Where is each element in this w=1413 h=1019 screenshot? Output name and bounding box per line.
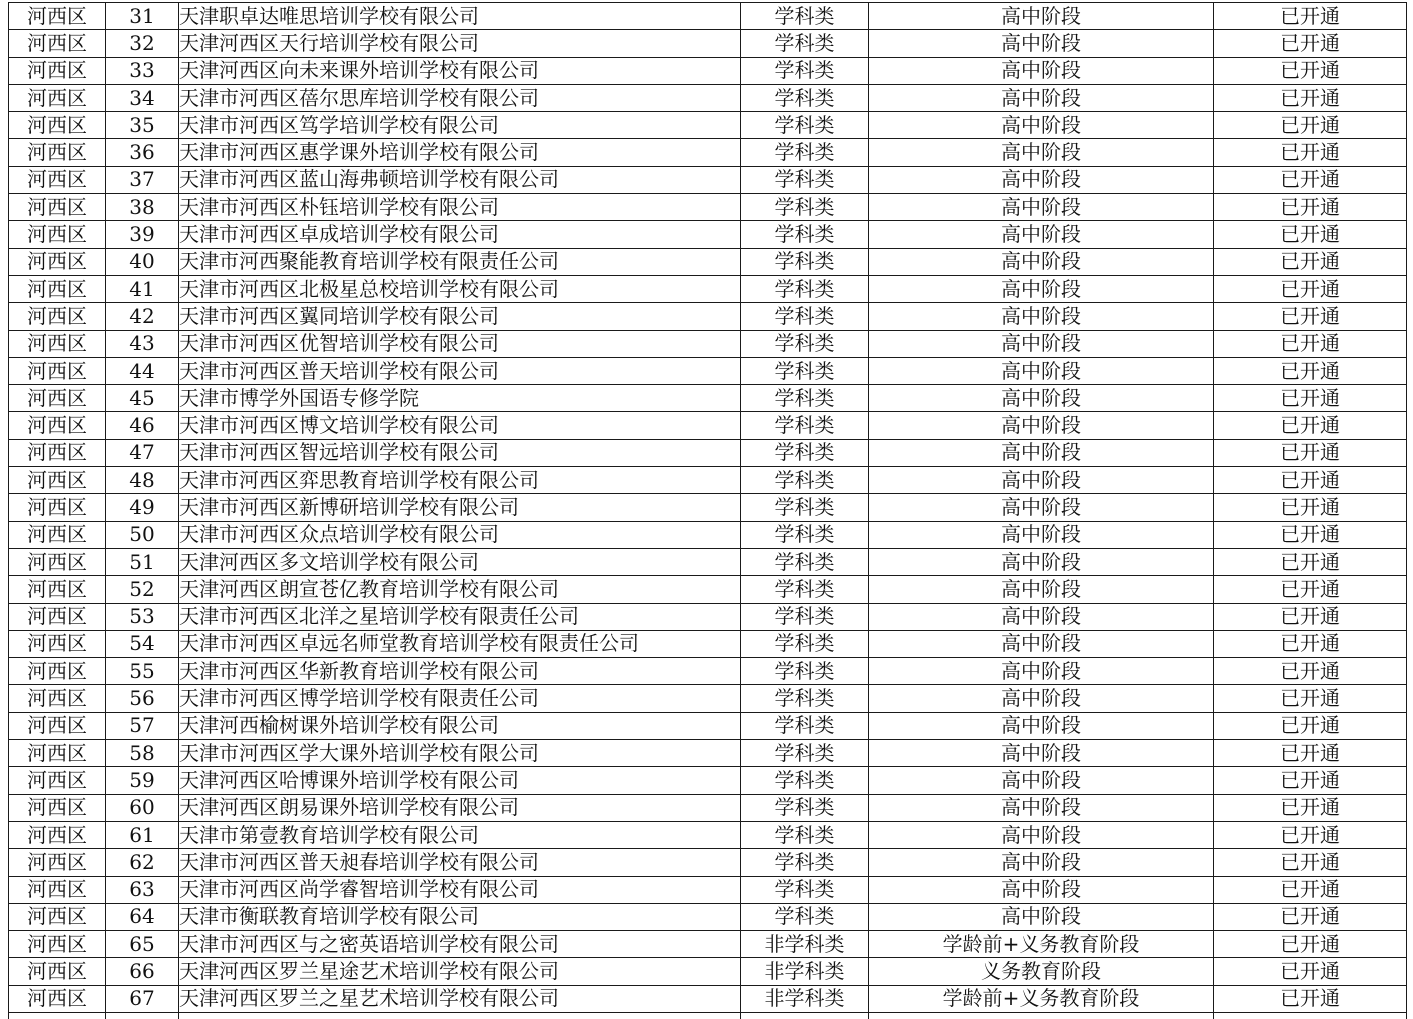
- table-row: [9, 467, 1407, 494]
- institution-name-cell: 天津市河西区优智培训学校有限公司: [179, 330, 741, 357]
- institution-name-cell: 天津市河西区惠学课外培训学校有限公司: [179, 139, 741, 166]
- district-cell: 河西区: [9, 767, 106, 794]
- stage-cell: 高中阶段: [869, 248, 1214, 275]
- stage-cell: 高中阶段: [869, 740, 1214, 767]
- district-cell: 河西区: [9, 439, 106, 466]
- stage-cell: 高中阶段: [869, 849, 1214, 876]
- category-cell: 学科类: [741, 876, 869, 903]
- institution-table: [8, 2, 1407, 1019]
- category-cell: 学科类: [741, 57, 869, 84]
- district-cell: 河西区: [9, 931, 106, 958]
- category-cell: 学科类: [741, 303, 869, 330]
- table-row: [9, 84, 1407, 111]
- number-cell: 56: [106, 685, 179, 712]
- institution-name-cell: 天津市河西区华新教育培训学校有限公司: [179, 658, 741, 685]
- table-row: [9, 112, 1407, 139]
- institution-name-cell: 天津市河西区朴钰培训学校有限公司: [179, 194, 741, 221]
- number-cell: 36: [106, 139, 179, 166]
- category-cell: 学科类: [741, 821, 869, 848]
- status-cell: 已开通: [1214, 84, 1407, 111]
- status-cell: 已开通: [1214, 494, 1407, 521]
- status-cell: 已开通: [1214, 576, 1407, 603]
- table-row: [9, 985, 1407, 1012]
- institution-name-cell: 天津市博学外国语专修学院: [179, 385, 741, 412]
- status-cell: 已开通: [1214, 794, 1407, 821]
- table-row: [9, 876, 1407, 903]
- category-cell: 学科类: [741, 84, 869, 111]
- institution-name-cell: 天津市河西区博学培训学校有限责任公司: [179, 685, 741, 712]
- number-cell: 50: [106, 521, 179, 548]
- category-cell: 学科类: [741, 330, 869, 357]
- table-row: [9, 357, 1407, 384]
- institution-name-cell: 天津市河西区弈思教育培训学校有限公司: [179, 467, 741, 494]
- institution-name-cell: 天津河西区罗兰星途艺术培训学校有限公司: [179, 958, 741, 985]
- number-cell: 67: [106, 985, 179, 1012]
- stage-cell: 学龄前+义务教育阶段: [869, 985, 1214, 1012]
- stage-cell: 高中阶段: [869, 548, 1214, 575]
- category-cell: 学科类: [741, 439, 869, 466]
- stage-cell: 高中阶段: [869, 412, 1214, 439]
- district-cell: 河西区: [9, 357, 106, 384]
- status-cell: 已开通: [1214, 139, 1407, 166]
- category-cell: 学科类: [741, 139, 869, 166]
- institution-name-cell: 天津市河西区博文培训学校有限公司: [179, 412, 741, 439]
- status-cell: 已开通: [1214, 57, 1407, 84]
- stage-cell: 高中阶段: [869, 3, 1214, 30]
- district-cell: 河西区: [9, 385, 106, 412]
- status-cell: 已开通: [1214, 166, 1407, 193]
- status-cell: 已开通: [1214, 357, 1407, 384]
- stage-cell: 高中阶段: [869, 330, 1214, 357]
- table-row: [9, 494, 1407, 521]
- district-cell: 河西区: [9, 903, 106, 930]
- status-cell: 已开通: [1214, 412, 1407, 439]
- category-cell: 学科类: [741, 767, 869, 794]
- status-cell: 已开通: [1214, 385, 1407, 412]
- stage-cell: 高中阶段: [869, 385, 1214, 412]
- status-cell: 已开通: [1214, 439, 1407, 466]
- empty-cell: [179, 1012, 741, 1019]
- district-cell: 河西区: [9, 3, 106, 30]
- category-cell: 学科类: [741, 630, 869, 657]
- table-row: [9, 849, 1407, 876]
- status-cell: 已开通: [1214, 985, 1407, 1012]
- table-row: [9, 166, 1407, 193]
- status-cell: 已开通: [1214, 330, 1407, 357]
- table-row: [9, 275, 1407, 302]
- number-cell: 32: [106, 30, 179, 57]
- district-cell: 河西区: [9, 166, 106, 193]
- table-row: [9, 439, 1407, 466]
- institution-name-cell: 天津市第壹教育培训学校有限公司: [179, 821, 741, 848]
- number-cell: 49: [106, 494, 179, 521]
- number-cell: 64: [106, 903, 179, 930]
- institution-name-cell: 天津河西榆树课外培训学校有限公司: [179, 712, 741, 739]
- category-cell: 学科类: [741, 3, 869, 30]
- status-cell: 已开通: [1214, 275, 1407, 302]
- institution-name-cell: 天津河西区罗兰之星艺术培训学校有限公司: [179, 985, 741, 1012]
- table-row: [9, 412, 1407, 439]
- table-row: [9, 30, 1407, 57]
- institution-name-cell: 天津市河西区蓝山海弗顿培训学校有限公司: [179, 166, 741, 193]
- status-cell: 已开通: [1214, 658, 1407, 685]
- category-cell: 学科类: [741, 194, 869, 221]
- institution-name-cell: 天津河西区朗宣苍亿教育培训学校有限公司: [179, 576, 741, 603]
- stage-cell: 高中阶段: [869, 685, 1214, 712]
- category-cell: 学科类: [741, 603, 869, 630]
- stage-cell: 高中阶段: [869, 903, 1214, 930]
- district-cell: 河西区: [9, 658, 106, 685]
- institution-name-cell: 天津市河西区普天培训学校有限公司: [179, 357, 741, 384]
- number-cell: 62: [106, 849, 179, 876]
- number-cell: 57: [106, 712, 179, 739]
- table-row: [9, 521, 1407, 548]
- number-cell: 43: [106, 330, 179, 357]
- institution-name-cell: 天津市河西区众点培训学校有限公司: [179, 521, 741, 548]
- stage-cell: 高中阶段: [869, 712, 1214, 739]
- stage-cell: 高中阶段: [869, 275, 1214, 302]
- number-cell: 47: [106, 439, 179, 466]
- status-cell: 已开通: [1214, 876, 1407, 903]
- table-row: [9, 658, 1407, 685]
- district-cell: 河西区: [9, 712, 106, 739]
- category-cell: 学科类: [741, 248, 869, 275]
- institution-name-cell: 天津河西区向未来课外培训学校有限公司: [179, 57, 741, 84]
- table-row: [9, 821, 1407, 848]
- table-row: [9, 57, 1407, 84]
- district-cell: 河西区: [9, 221, 106, 248]
- table-row: [9, 3, 1407, 30]
- table-row: [9, 603, 1407, 630]
- stage-cell: 高中阶段: [869, 821, 1214, 848]
- stage-cell: 高中阶段: [869, 521, 1214, 548]
- district-cell: 河西区: [9, 412, 106, 439]
- number-cell: 51: [106, 548, 179, 575]
- institution-name-cell: 天津市河西区笃学培训学校有限公司: [179, 112, 741, 139]
- district-cell: 河西区: [9, 194, 106, 221]
- number-cell: 34: [106, 84, 179, 111]
- number-cell: 44: [106, 357, 179, 384]
- category-cell: 学科类: [741, 275, 869, 302]
- category-cell: 学科类: [741, 494, 869, 521]
- district-cell: 河西区: [9, 139, 106, 166]
- stage-cell: 高中阶段: [869, 658, 1214, 685]
- table-row: [9, 712, 1407, 739]
- institution-name-cell: 天津河西区天行培训学校有限公司: [179, 30, 741, 57]
- institution-name-cell: 天津职卓达唯思培训学校有限公司: [179, 3, 741, 30]
- district-cell: 河西区: [9, 548, 106, 575]
- number-cell: 48: [106, 467, 179, 494]
- status-cell: 已开通: [1214, 630, 1407, 657]
- number-cell: 41: [106, 275, 179, 302]
- status-cell: 已开通: [1214, 903, 1407, 930]
- number-cell: 45: [106, 385, 179, 412]
- stage-cell: 高中阶段: [869, 467, 1214, 494]
- district-cell: 河西区: [9, 849, 106, 876]
- district-cell: 河西区: [9, 521, 106, 548]
- status-cell: 已开通: [1214, 221, 1407, 248]
- district-cell: 河西区: [9, 248, 106, 275]
- stage-cell: 高中阶段: [869, 576, 1214, 603]
- district-cell: 河西区: [9, 494, 106, 521]
- table-row: [9, 740, 1407, 767]
- table-row: [9, 767, 1407, 794]
- stage-cell: 高中阶段: [869, 112, 1214, 139]
- table-row: [9, 248, 1407, 275]
- number-cell: 63: [106, 876, 179, 903]
- stage-cell: 高中阶段: [869, 30, 1214, 57]
- district-cell: 河西区: [9, 84, 106, 111]
- stage-cell: 义务教育阶段: [869, 958, 1214, 985]
- category-cell: 学科类: [741, 548, 869, 575]
- district-cell: 河西区: [9, 876, 106, 903]
- district-cell: 河西区: [9, 57, 106, 84]
- status-cell: 已开通: [1214, 712, 1407, 739]
- status-cell: 已开通: [1214, 685, 1407, 712]
- category-cell: 学科类: [741, 740, 869, 767]
- number-cell: 33: [106, 57, 179, 84]
- category-cell: 学科类: [741, 112, 869, 139]
- stage-cell: 高中阶段: [869, 603, 1214, 630]
- institution-name-cell: 天津市河西区新博研培训学校有限公司: [179, 494, 741, 521]
- category-cell: 学科类: [741, 712, 869, 739]
- number-cell: 65: [106, 931, 179, 958]
- institution-name-cell: 天津市河西区学大课外培训学校有限公司: [179, 740, 741, 767]
- district-cell: 河西区: [9, 112, 106, 139]
- category-cell: 非学科类: [741, 958, 869, 985]
- number-cell: 35: [106, 112, 179, 139]
- institution-name-cell: 天津市河西区翼同培训学校有限公司: [179, 303, 741, 330]
- institution-name-cell: 天津市河西区蓓尔思库培训学校有限公司: [179, 84, 741, 111]
- status-cell: 已开通: [1214, 603, 1407, 630]
- institution-name-cell: 天津市衡联教育培训学校有限公司: [179, 903, 741, 930]
- number-cell: 52: [106, 576, 179, 603]
- table-row: [9, 385, 1407, 412]
- number-cell: 46: [106, 412, 179, 439]
- category-cell: 学科类: [741, 385, 869, 412]
- institution-name-cell: 天津市河西区北洋之星培训学校有限责任公司: [179, 603, 741, 630]
- institution-name-cell: 天津市河西聚能教育培训学校有限责任公司: [179, 248, 741, 275]
- district-cell: 河西区: [9, 794, 106, 821]
- table-row: [9, 903, 1407, 930]
- number-cell: 60: [106, 794, 179, 821]
- number-cell: 37: [106, 166, 179, 193]
- status-cell: 已开通: [1214, 303, 1407, 330]
- category-cell: 学科类: [741, 685, 869, 712]
- district-cell: 河西区: [9, 821, 106, 848]
- stage-cell: 高中阶段: [869, 630, 1214, 657]
- institution-name-cell: 天津市河西区智远培训学校有限公司: [179, 439, 741, 466]
- empty-cell: [741, 1012, 869, 1019]
- table-row: [9, 794, 1407, 821]
- district-cell: 河西区: [9, 985, 106, 1012]
- category-cell: 学科类: [741, 412, 869, 439]
- status-cell: 已开通: [1214, 849, 1407, 876]
- district-cell: 河西区: [9, 685, 106, 712]
- district-cell: 河西区: [9, 275, 106, 302]
- stage-cell: 高中阶段: [869, 303, 1214, 330]
- district-cell: 河西区: [9, 330, 106, 357]
- district-cell: 河西区: [9, 303, 106, 330]
- table-row: [9, 685, 1407, 712]
- institution-name-cell: 天津市河西区卓远名师堂教育培训学校有限责任公司: [179, 630, 741, 657]
- empty-cell: [106, 1012, 179, 1019]
- stage-cell: 高中阶段: [869, 139, 1214, 166]
- status-cell: 已开通: [1214, 931, 1407, 958]
- stage-cell: 高中阶段: [869, 166, 1214, 193]
- status-cell: 已开通: [1214, 30, 1407, 57]
- empty-cell: [869, 1012, 1214, 1019]
- status-cell: 已开通: [1214, 3, 1407, 30]
- stage-cell: 高中阶段: [869, 194, 1214, 221]
- category-cell: 学科类: [741, 849, 869, 876]
- institution-name-cell: 天津河西区朗易课外培训学校有限公司: [179, 794, 741, 821]
- institution-name-cell: 天津市河西区与之密英语培训学校有限公司: [179, 931, 741, 958]
- number-cell: 55: [106, 658, 179, 685]
- category-cell: 学科类: [741, 576, 869, 603]
- number-cell: 31: [106, 3, 179, 30]
- number-cell: 58: [106, 740, 179, 767]
- district-cell: 河西区: [9, 740, 106, 767]
- number-cell: 59: [106, 767, 179, 794]
- number-cell: 42: [106, 303, 179, 330]
- stage-cell: 高中阶段: [869, 84, 1214, 111]
- number-cell: 39: [106, 221, 179, 248]
- institution-name-cell: 天津市河西区北极星总校培训学校有限公司: [179, 275, 741, 302]
- category-cell: 学科类: [741, 658, 869, 685]
- stage-cell: 学龄前+义务教育阶段: [869, 931, 1214, 958]
- institution-name-cell: 天津河西区多文培训学校有限公司: [179, 548, 741, 575]
- institution-name-cell: 天津市河西区尚学睿智培训学校有限公司: [179, 876, 741, 903]
- table-row-cut-off: [9, 1012, 1407, 1019]
- institution-name-cell: 天津河西区哈博课外培训学校有限公司: [179, 767, 741, 794]
- table-body: [9, 3, 1407, 1019]
- status-cell: 已开通: [1214, 521, 1407, 548]
- table-row: [9, 958, 1407, 985]
- number-cell: 40: [106, 248, 179, 275]
- district-cell: 河西区: [9, 603, 106, 630]
- district-cell: 河西区: [9, 30, 106, 57]
- category-cell: 非学科类: [741, 985, 869, 1012]
- district-cell: 河西区: [9, 467, 106, 494]
- number-cell: 66: [106, 958, 179, 985]
- table-row: [9, 194, 1407, 221]
- institution-name-cell: 天津市河西区卓成培训学校有限公司: [179, 221, 741, 248]
- stage-cell: 高中阶段: [869, 794, 1214, 821]
- category-cell: 学科类: [741, 521, 869, 548]
- table-row: [9, 221, 1407, 248]
- district-cell: 河西区: [9, 630, 106, 657]
- category-cell: 学科类: [741, 221, 869, 248]
- number-cell: 53: [106, 603, 179, 630]
- category-cell: 非学科类: [741, 931, 869, 958]
- table-row: [9, 303, 1407, 330]
- stage-cell: 高中阶段: [869, 494, 1214, 521]
- district-cell: 河西区: [9, 576, 106, 603]
- status-cell: 已开通: [1214, 821, 1407, 848]
- institution-name-cell: 天津市河西区普天昶春培训学校有限公司: [179, 849, 741, 876]
- category-cell: 学科类: [741, 357, 869, 384]
- stage-cell: 高中阶段: [869, 439, 1214, 466]
- status-cell: 已开通: [1214, 548, 1407, 575]
- stage-cell: 高中阶段: [869, 221, 1214, 248]
- category-cell: 学科类: [741, 903, 869, 930]
- status-cell: 已开通: [1214, 740, 1407, 767]
- stage-cell: 高中阶段: [869, 57, 1214, 84]
- number-cell: 54: [106, 630, 179, 657]
- table-row: [9, 548, 1407, 575]
- empty-cell: [9, 1012, 106, 1019]
- status-cell: 已开通: [1214, 767, 1407, 794]
- category-cell: 学科类: [741, 794, 869, 821]
- number-cell: 61: [106, 821, 179, 848]
- number-cell: 38: [106, 194, 179, 221]
- status-cell: 已开通: [1214, 467, 1407, 494]
- status-cell: 已开通: [1214, 194, 1407, 221]
- table-row: [9, 330, 1407, 357]
- table-row: [9, 630, 1407, 657]
- empty-cell: [1214, 1012, 1407, 1019]
- stage-cell: 高中阶段: [869, 876, 1214, 903]
- status-cell: 已开通: [1214, 248, 1407, 275]
- category-cell: 学科类: [741, 467, 869, 494]
- status-cell: 已开通: [1214, 112, 1407, 139]
- table-row: [9, 139, 1407, 166]
- status-cell: 已开通: [1214, 958, 1407, 985]
- stage-cell: 高中阶段: [869, 357, 1214, 384]
- category-cell: 学科类: [741, 166, 869, 193]
- category-cell: 学科类: [741, 30, 869, 57]
- district-cell: 河西区: [9, 958, 106, 985]
- table-row: [9, 576, 1407, 603]
- stage-cell: 高中阶段: [869, 767, 1214, 794]
- table-row: [9, 931, 1407, 958]
